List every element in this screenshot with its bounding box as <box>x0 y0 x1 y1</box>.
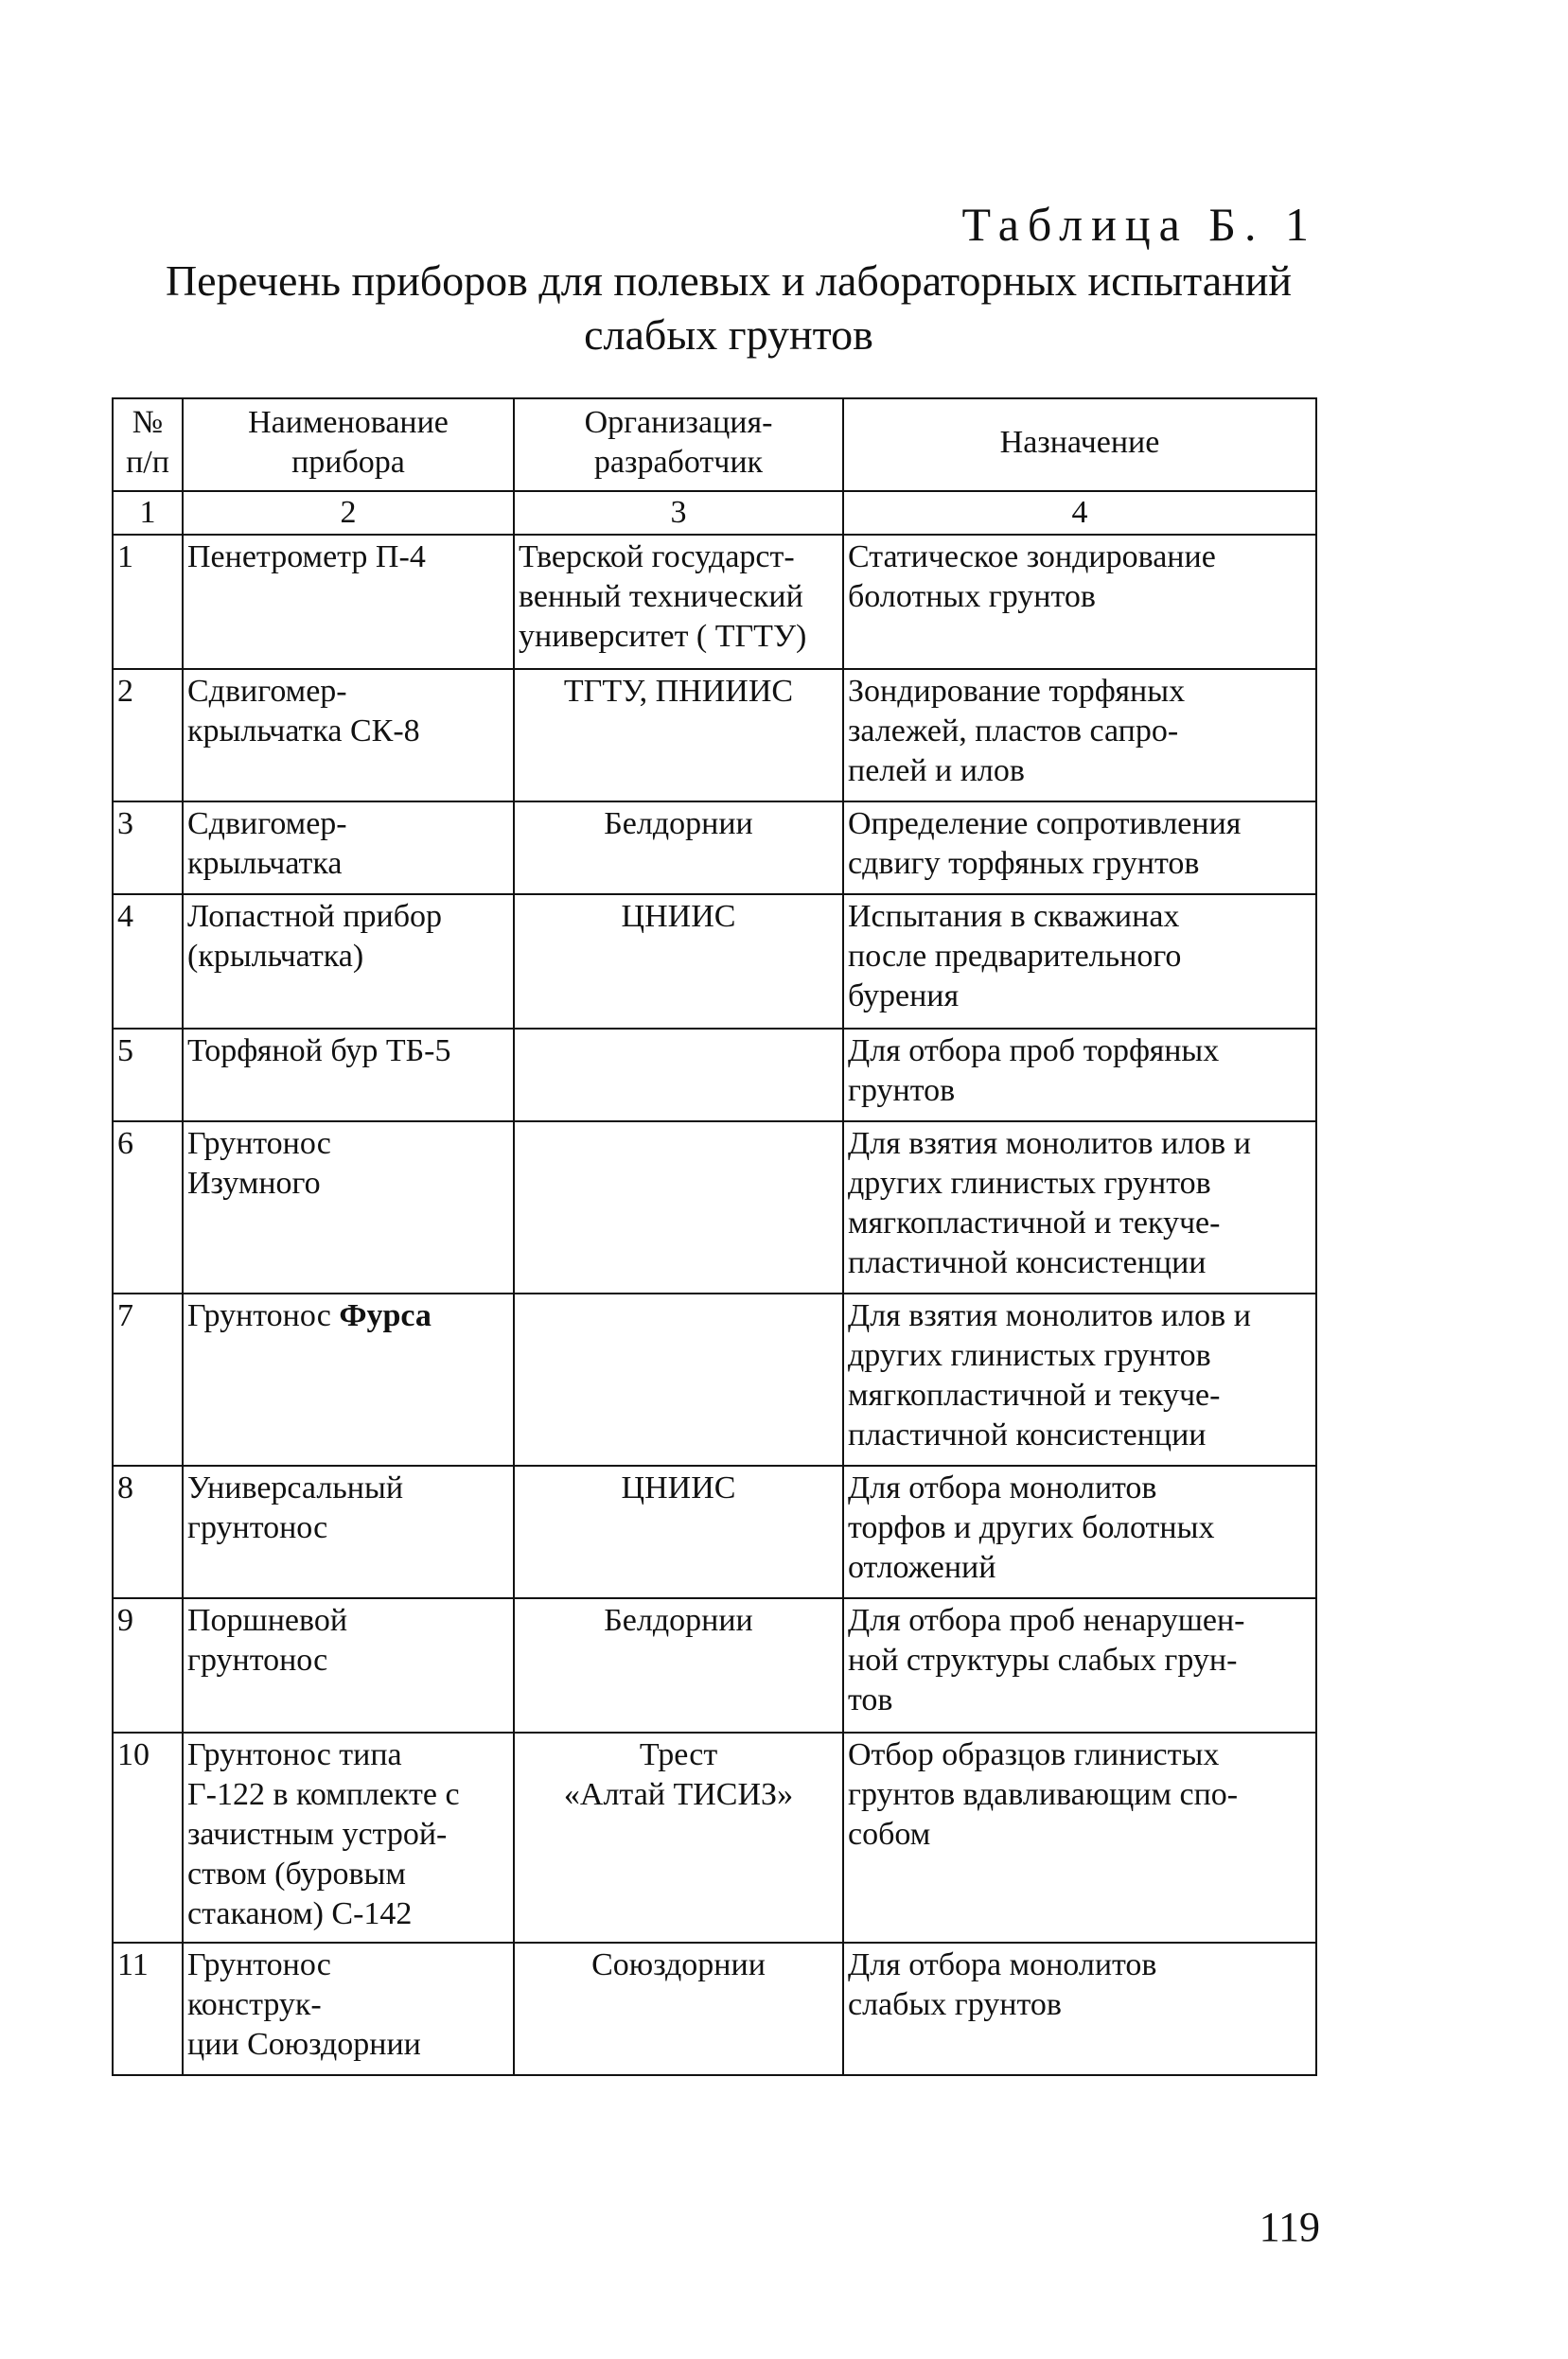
table-row <box>113 1029 1316 1121</box>
developer-organization: ЦНИИС <box>514 1466 843 1598</box>
instrument-purpose: Для отбора монолитов слабых грунтов <box>843 1943 1316 2075</box>
row-number: 1 <box>113 535 183 669</box>
developer-organization: Трест «Алтай ТИСИЗ» <box>514 1733 843 1943</box>
developer-organization: Союздорнии <box>514 1943 843 2075</box>
row-number: 6 <box>113 1121 183 1294</box>
instrument-purpose: Для отбора проб ненарушен- ной структуры слабых грун- тов <box>843 1598 1316 1733</box>
column-number: 4 <box>843 491 1316 535</box>
column-header-name: Наименование прибора <box>183 398 514 491</box>
table-title-line-1: Перечень приборов для полевых и лабораторных испытаний <box>165 256 1293 305</box>
column-header-purpose: Назначение <box>843 398 1316 491</box>
table-title-line-2: слабых грунтов <box>584 310 873 359</box>
developer-organization: Белдорнии <box>514 1598 843 1733</box>
instrument-purpose: Для взятия монолитов илов и других глинистых грунтов мягкопластичной и текуче- пластичной консистенции <box>843 1294 1316 1466</box>
developer-organization: ТГТУ, ПНИИИС <box>514 669 843 801</box>
instrument-name: Пенетрометр П-4 <box>183 535 514 669</box>
instrument-name: Торфяной бур ТБ-5 <box>183 1029 514 1121</box>
table-row <box>113 535 1316 669</box>
row-number: 2 <box>113 669 183 801</box>
instrument-purpose: Для отбора проб торфяных грунтов <box>843 1029 1316 1121</box>
developer-organization: ЦНИИС <box>514 894 843 1029</box>
table-row <box>113 1943 1316 2075</box>
instrument-name-prefix: Грунтонос <box>187 1298 340 1333</box>
table-row <box>113 1466 1316 1598</box>
instrument-name: Поршневой грунтонос <box>183 1598 514 1733</box>
column-number: 3 <box>514 491 843 535</box>
instrument-name <box>183 1294 514 1466</box>
page-number: 119 <box>1259 2204 1320 2250</box>
instrument-name: Сдвигомер- крыльчатка СК-8 <box>183 669 514 801</box>
row-number: 4 <box>113 894 183 1029</box>
row-number: 8 <box>113 1466 183 1598</box>
row-number: 11 <box>113 1943 183 2075</box>
developer-organization <box>514 1294 843 1466</box>
row-number: 10 <box>113 1733 183 1943</box>
row-number: 9 <box>113 1598 183 1733</box>
instrument-name: Сдвигомер- крыльчатка <box>183 801 514 894</box>
column-number: 2 <box>183 491 514 535</box>
instrument-purpose: Испытания в скважинах после предварительного бурения <box>843 894 1316 1029</box>
instrument-purpose: Определение сопротивления сдвигу торфяных грунтов <box>843 801 1316 894</box>
row-number: 5 <box>113 1029 183 1121</box>
table-label: Таблица Б. 1 <box>961 198 1317 251</box>
table-row <box>113 1733 1316 1943</box>
instrument-name: Грунтонос конструк- ции Союздорнии <box>183 1943 514 2075</box>
table-row <box>113 669 1316 801</box>
instrument-purpose: Отбор образцов глинистых грунтов вдавливающим спо- собом <box>843 1733 1316 1943</box>
column-header-organization: Организация- разработчик <box>514 398 843 491</box>
instrument-name: Грунтонос Изумного <box>183 1121 514 1294</box>
instrument-name: Универсальный грунтонос <box>183 1466 514 1598</box>
table-row <box>113 801 1316 894</box>
column-header-number: № п/п <box>113 398 183 491</box>
developer-organization <box>514 1121 843 1294</box>
instrument-name: Грунтонос типа Г-122 в комплекте с зачистным устрой- ством (буровым стаканом) С-142 <box>183 1733 514 1943</box>
instrument-purpose: Для взятия монолитов илов и других глинистых грунтов мягкопластичной и текуче- пластичной консистенции <box>843 1121 1316 1294</box>
instrument-purpose: Зондирование торфяных залежей, пластов сапро- пелей и илов <box>843 669 1316 801</box>
table-row <box>113 1294 1316 1466</box>
instrument-purpose: Статическое зондирование болотных грунтов <box>843 535 1316 669</box>
row-number: 3 <box>113 801 183 894</box>
column-numbers-row <box>113 491 1316 535</box>
table-row <box>113 1598 1316 1733</box>
table-row <box>113 894 1316 1029</box>
instrument-name-bold: Фурса <box>339 1298 432 1333</box>
instruments-table <box>112 397 1317 2076</box>
row-number: 7 <box>113 1294 183 1466</box>
instrument-name: Лопастной прибор (крыльчатка) <box>183 894 514 1029</box>
developer-organization: Тверской государст- венный технический университет ( ТГТУ) <box>514 535 843 669</box>
table-row <box>113 1121 1316 1294</box>
developer-organization <box>514 1029 843 1121</box>
instrument-purpose: Для отбора монолитов торфов и других болотных отложений <box>843 1466 1316 1598</box>
column-number: 1 <box>113 491 183 535</box>
developer-organization: Белдорнии <box>514 801 843 894</box>
table-header-row <box>113 398 1316 491</box>
